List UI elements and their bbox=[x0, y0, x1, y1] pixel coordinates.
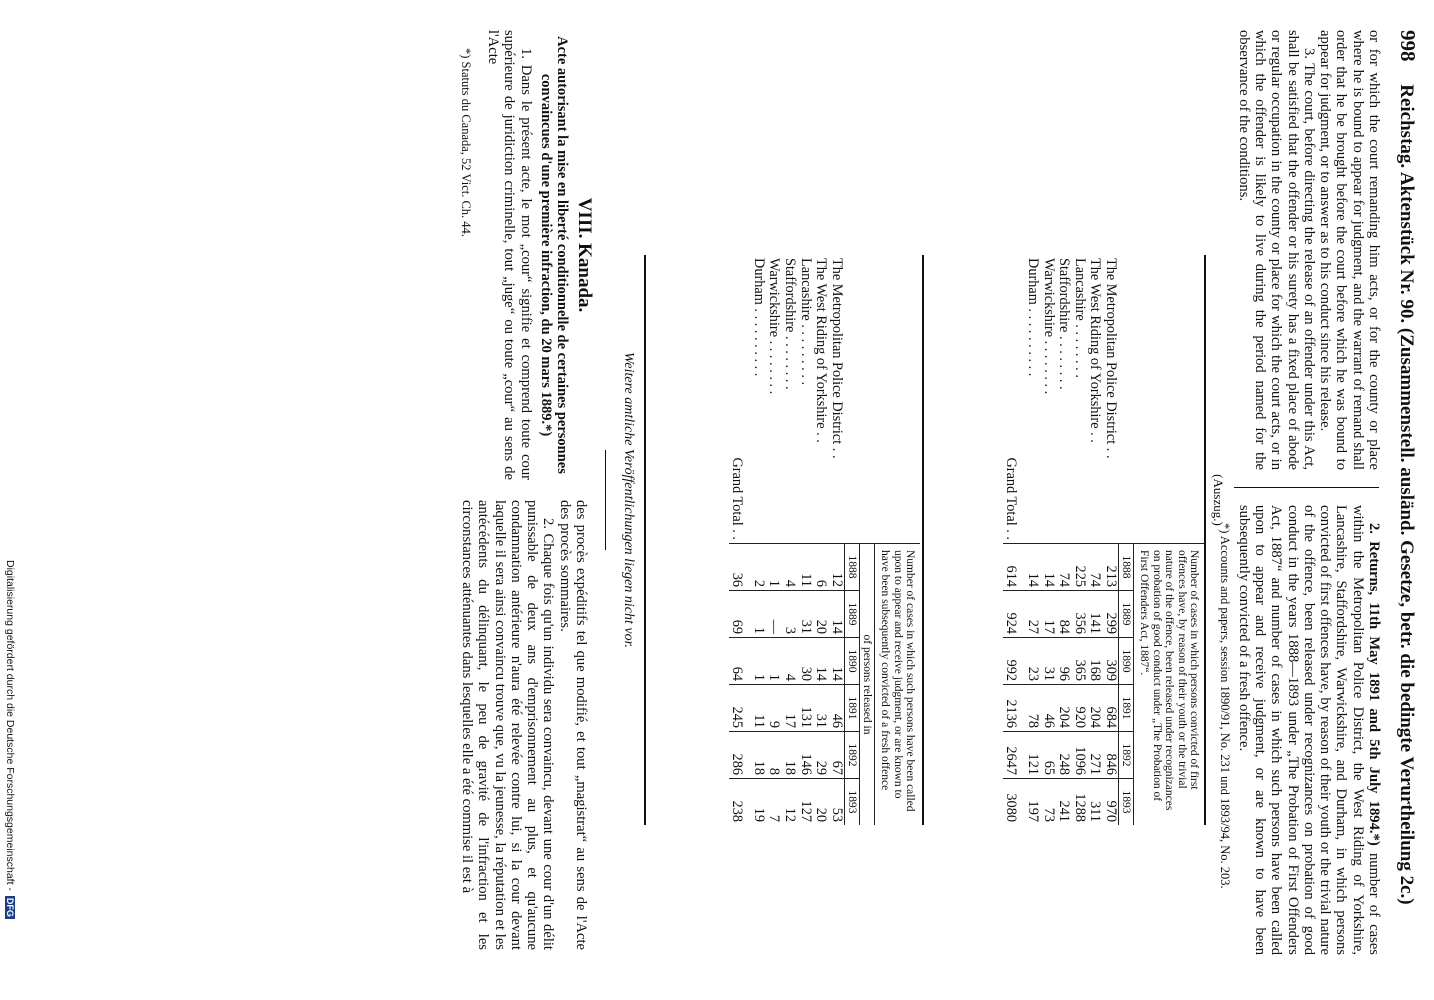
table1-year: 1890 bbox=[1118, 638, 1133, 685]
table-cell: 18 bbox=[781, 732, 797, 779]
table-cell: 2 bbox=[750, 544, 766, 591]
table-cell: 311 bbox=[1087, 779, 1103, 826]
total-label: Grand Total . . bbox=[1003, 457, 1020, 540]
page-number: 998 bbox=[1396, 30, 1420, 62]
digitization-stamp bbox=[4, 560, 16, 919]
bottom-note: Weitere amtliche Veröffentlichungen liegen nicht vor. bbox=[621, 352, 636, 648]
total-label: Grand Total . . bbox=[729, 457, 746, 540]
returns-text: number of cases within the Metropolitan Police District, the West Riding of Yorkshire, Lancashire, Staffordshire, Warwickshire, and Durham, in which persons convicted of first offences have, by reason of their youth or the trivial nature of the offence, been released under recognizances on probation of good conduct in the years 1888—1893 under „The Probation of First Offenders Act, 1887“ and number of cases in which such persons have been called upon to appear and receive judgment, or are known to have been subsequently convicted of a fresh offence. bbox=[1235, 505, 1382, 955]
table1-year: 1893 bbox=[1118, 779, 1133, 826]
total-cell: 992 bbox=[1003, 638, 1025, 685]
table-cell: 27 bbox=[1024, 591, 1040, 638]
total-cell: 924 bbox=[1003, 591, 1025, 638]
table-cell: 1 bbox=[766, 638, 782, 685]
row-label: Durham . . . . . . . . . . bbox=[1025, 258, 1041, 377]
table-total-row bbox=[1003, 255, 1025, 825]
table2-year: 1888 bbox=[844, 544, 859, 591]
right-column bbox=[1217, 505, 1382, 955]
row-label: The Metropolitan Police District . . bbox=[828, 258, 845, 459]
table-cell: 4 bbox=[781, 638, 797, 685]
table-cell: 365 bbox=[1071, 638, 1087, 685]
table1-year: 1888 bbox=[1118, 544, 1133, 591]
table-cell: 74 bbox=[1056, 544, 1072, 591]
table-cell: 356 bbox=[1071, 591, 1087, 638]
table-cell: 73 bbox=[1040, 779, 1056, 826]
table2-year: 1891 bbox=[844, 685, 859, 732]
table1-year: 1891 bbox=[1118, 685, 1133, 732]
total-cell: 2647 bbox=[1003, 732, 1025, 779]
row-label: Lancashire . . . . . . . . . bbox=[797, 258, 814, 386]
table-caption: (Auszug.) bbox=[1211, 474, 1226, 526]
table-cell: 4 bbox=[781, 544, 797, 591]
table2-year: 1890 bbox=[844, 638, 859, 685]
table-cell: — bbox=[766, 591, 782, 638]
row-label: Durham . . . . . . . . . . bbox=[750, 258, 767, 377]
table-cell: 121 bbox=[1024, 732, 1040, 779]
table-cell: 1 bbox=[766, 544, 782, 591]
table-cell: 20 bbox=[813, 591, 829, 638]
row-label: The West Riding of Yorkshire . . bbox=[813, 258, 830, 443]
table2-year: 1892 bbox=[844, 732, 859, 779]
table2-year: 1893 bbox=[844, 779, 859, 826]
table-cell: 299 bbox=[1102, 591, 1118, 638]
table-cell: 18 bbox=[750, 732, 766, 779]
table-cell: 46 bbox=[1040, 685, 1056, 732]
table-cell: 1288 bbox=[1071, 779, 1087, 826]
table-cell: 127 bbox=[797, 779, 813, 826]
act-title: Acte autorisant la mise en liberté conditionnelle de certaines personnes convaincues d'une première infraction, du 20 mars 1889.*) bbox=[537, 36, 570, 474]
table-cell: 3 bbox=[781, 591, 797, 638]
table-cell: 17 bbox=[1040, 591, 1056, 638]
table1-description: Number of cases in which persons convicted of first offences have, by reason of their youth or the trivial nature of the offence, been released under recognizances on probation of good conduct under „The Probation of First Offenders Act, 1887“. bbox=[1133, 544, 1204, 826]
table-row bbox=[1087, 255, 1103, 825]
row-label: The Metropolitan Police District . . bbox=[1102, 258, 1119, 459]
table-cell: 23 bbox=[1024, 638, 1040, 685]
table-cell: 213 bbox=[1102, 544, 1118, 591]
total-cell: 69 bbox=[729, 591, 751, 638]
table-cell: 241 bbox=[1056, 779, 1072, 826]
table-cell: 20 bbox=[813, 779, 829, 826]
table-row bbox=[1040, 255, 1056, 825]
table-row bbox=[1024, 255, 1040, 825]
table-row bbox=[1071, 255, 1087, 825]
table-bottom-rule bbox=[644, 255, 646, 825]
section-left-column bbox=[458, 30, 595, 480]
table-cell: 14 bbox=[828, 638, 844, 685]
table-cell: 14 bbox=[813, 638, 829, 685]
table-released bbox=[1003, 255, 1204, 825]
table-row bbox=[828, 255, 844, 825]
section-right-paragraph-1: des procès expéditifs tel que modifié, et tout „magistrat“ au sens de l'Acte des procès sommaires. bbox=[556, 500, 589, 950]
running-title: Reichstag. Aktenstück Nr. 90. (Zusammenstell. ausländ. Gesetze, betr. die bedingte Verurtheilung 2c.) bbox=[1396, 84, 1417, 905]
table-row bbox=[766, 255, 782, 825]
section-right-paragraph-2: 2. Chaque fois qu'un individu sera convaincu, devant une cour d'un délit punissable de deux ans d'emprisonnement au plus, et qu'aucune condamnation antérieure n'aura été relevée contre lui, si la cour devant laquelle il sera ainsi convaincu trouve que, vu la jeunesse, la réputation et les antécédents du délinquant, le peu de gravité de l'infraction et les circonstances atténuantes dans lesquelles elle a été commise il est à bbox=[458, 500, 557, 950]
total-cell: 238 bbox=[729, 779, 751, 826]
table-cell: 8 bbox=[766, 732, 782, 779]
table-row bbox=[781, 255, 797, 825]
table-cell: 7 bbox=[766, 779, 782, 826]
table-cell: 31 bbox=[797, 591, 813, 638]
row-label: Staffordshire . . . . . . . . bbox=[782, 258, 798, 390]
table-cell: 31 bbox=[1040, 638, 1056, 685]
table-cell: 248 bbox=[1056, 732, 1072, 779]
total-cell: 286 bbox=[729, 732, 751, 779]
table-cell: 74 bbox=[1087, 544, 1103, 591]
row-label: Staffordshire . . . . . . . . bbox=[1056, 258, 1073, 390]
returns-footnote: *) Accounts and papers, session 1890/91, No. 231 und 1893/94, No. 203. bbox=[1218, 523, 1233, 889]
table-cell: 846 bbox=[1102, 732, 1118, 779]
section-paragraph-1: 1. Dans le présent acte, le mot „cour“ signifie et comprend toute cour supérieure de juridiction criminelle, tout „juge“ ou toute „cour“ au sens de l'Acte bbox=[485, 30, 534, 480]
table-cell: 9 bbox=[766, 685, 782, 732]
total-cell: 64 bbox=[729, 638, 751, 685]
table-cell: 14 bbox=[1024, 544, 1040, 591]
table-cell: 131 bbox=[797, 685, 813, 732]
table-cell: 96 bbox=[1056, 638, 1072, 685]
table-cell: 67 bbox=[828, 732, 844, 779]
total-cell: 36 bbox=[729, 544, 751, 591]
table2-subheader: of persons released in bbox=[859, 544, 874, 826]
table-cell: 46 bbox=[828, 685, 844, 732]
table1-year: 1889 bbox=[1118, 591, 1133, 638]
total-cell: 245 bbox=[729, 685, 751, 732]
total-cell: 614 bbox=[1003, 544, 1025, 591]
table-cell: 6 bbox=[813, 544, 829, 591]
table-cell: 309 bbox=[1102, 638, 1118, 685]
row-label: Warwickshire . . . . . . . . bbox=[1040, 258, 1057, 395]
table-cell: 11 bbox=[750, 685, 766, 732]
page-header bbox=[1395, 30, 1420, 960]
table-row bbox=[1102, 255, 1118, 825]
table-cell: 78 bbox=[1024, 685, 1040, 732]
table2-year: 1889 bbox=[844, 591, 859, 638]
table-row bbox=[1056, 255, 1072, 825]
table-cell: 30 bbox=[797, 638, 813, 685]
table-separator-rule bbox=[922, 255, 924, 825]
total-cell: 2136 bbox=[1003, 685, 1025, 732]
section-right-column bbox=[459, 500, 589, 950]
table-row bbox=[813, 255, 829, 825]
table2-description: Number of cases in which such persons have been called upon to appear and receive judgment, or are known to have been subsequently convicted of a fresh offence bbox=[874, 544, 920, 826]
digitization-text: Digitalisierung gefördert durch die Deutsche Forschungsgemeinschaft - bbox=[4, 560, 16, 891]
table-cell: 12 bbox=[828, 544, 844, 591]
table-cell: 225 bbox=[1071, 544, 1087, 591]
returns-heading: 2. Returns, 11th May 1891 and 5th July 1894.*) bbox=[1366, 523, 1382, 846]
table-row bbox=[750, 255, 766, 825]
row-label: Warwickshire . . . . . . . . bbox=[766, 258, 783, 395]
dfg-logo: DFG bbox=[5, 897, 15, 917]
table-total-row bbox=[729, 255, 751, 825]
left-paragraph-1: or for which the court remanding him acts, or for the county or place where he is bound to appear for judgment, and the warrant of remand shall order that he be brought before the court before which he was bound to appear for judgment, or to answer as to his conduct since his release. bbox=[1317, 30, 1382, 470]
table-cell: 271 bbox=[1087, 732, 1103, 779]
table-cell: 17 bbox=[781, 685, 797, 732]
row-label: Lancashire . . . . . . . . bbox=[1071, 258, 1088, 378]
row-label: The West Riding of Yorkshire . . bbox=[1087, 258, 1104, 443]
left-paragraph-2: 3. The court, before directing the release of an offender under this Act, shall be satisfied that the offender or his surety has a fixed place of abode or regular occupation in the county or place for which the court acts, or in which the offender is likely to live during the period named for the observance of the conditions. bbox=[1235, 30, 1317, 470]
short-rule bbox=[605, 450, 606, 550]
table-cell: 1 bbox=[750, 638, 766, 685]
table-cell: 11 bbox=[797, 544, 813, 591]
table-cell: 204 bbox=[1056, 685, 1072, 732]
section-heading: VIII. Kanada. bbox=[574, 197, 595, 313]
table-top-rule bbox=[1204, 255, 1206, 825]
section-footnote: *) Statuts du Canada, 52 Vict. Ch. 44. bbox=[458, 48, 473, 237]
table-cell: 65 bbox=[1040, 732, 1056, 779]
table-cell: 14 bbox=[1040, 544, 1056, 591]
table-cell: 29 bbox=[813, 732, 829, 779]
table-cell: 168 bbox=[1087, 638, 1103, 685]
table-cell: 84 bbox=[1056, 591, 1072, 638]
table-cell: 204 bbox=[1087, 685, 1103, 732]
left-column bbox=[1235, 30, 1382, 470]
table-row bbox=[797, 255, 813, 825]
table-cell: 141 bbox=[1087, 591, 1103, 638]
table-recalled bbox=[729, 255, 920, 825]
table1-year: 1892 bbox=[1118, 732, 1133, 779]
table-cell: 970 bbox=[1102, 779, 1118, 826]
table-cell: 684 bbox=[1102, 685, 1118, 732]
column-divider bbox=[1234, 487, 1379, 488]
table-cell: 197 bbox=[1024, 779, 1040, 826]
table-cell: 53 bbox=[828, 779, 844, 826]
table-cell: 920 bbox=[1071, 685, 1087, 732]
table-cell: 1096 bbox=[1071, 732, 1087, 779]
table-cell: 31 bbox=[813, 685, 829, 732]
table-cell: 14 bbox=[828, 591, 844, 638]
table-cell: 19 bbox=[750, 779, 766, 826]
total-cell: 3080 bbox=[1003, 779, 1025, 826]
table-cell: 12 bbox=[781, 779, 797, 826]
table-cell: 1 bbox=[750, 591, 766, 638]
table-cell: 146 bbox=[797, 732, 813, 779]
